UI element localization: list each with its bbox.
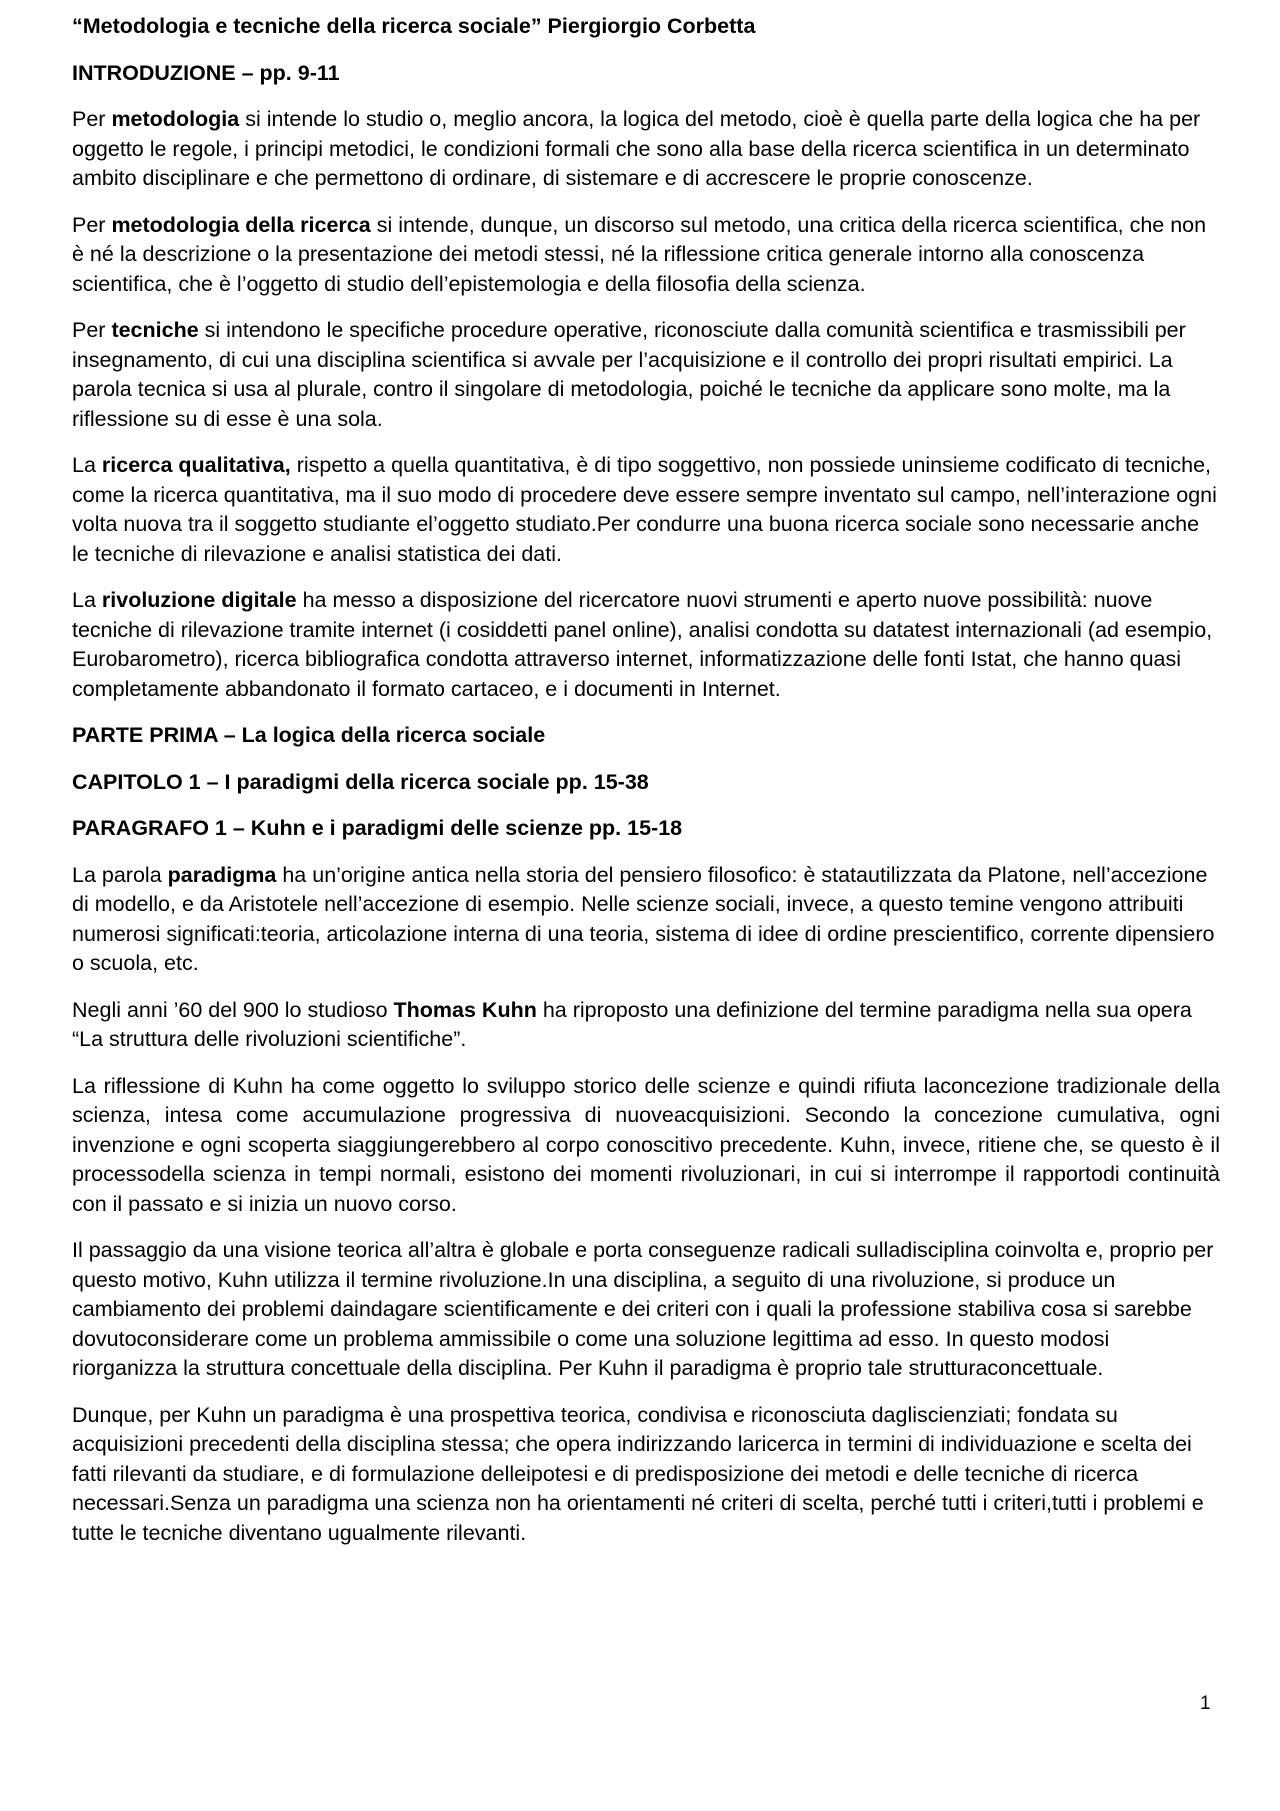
term-paradigma: paradigma [167,862,277,887]
intro-paragraph-metodologia-ricerca: Per metodologia della ricerca si intende, dunque, un discorso sul metodo, una critica della ricerca scientifica, che non è né la descrizione o la presentazione dei metodi stessi, né la riflessione critica generale intorno alla conoscenza scientifica, che è l’oggetto di studio dell’epistemologia e della filosofia della scienza. [72,212,1207,296]
intro-heading: INTRODUZIONE – pp. 9-11 [72,60,340,85]
term-rivoluzione-digitale: rivoluzione digitale [101,588,297,612]
section-paragraph-passaggio: Il passaggio da una visione teorica all’altra è globale e porta conseguenze radicali sulladisciplina coinvolta e, proprio per questo motivo, Kuhn utilizza il termine rivoluzione.In una disciplina, a seguito di una rivoluzione, si produce un cambiamento dei problemi daindagare scientificamente e dei criteri con i quali la professione stabiliva cosa si sarebbe dovutoconsiderare come un problema ammissibile o come una soluzione legittima ad esso. In questo modosi riorganizza la struttura concettuale della disciplina. Per Kuhn il paradigma è proprio tale strutturaconcettuale. [72,1238,1214,1380]
term-metodologia-della-ricerca: metodologia della ricerca [111,212,371,237]
term-ricerca-qualitativa: ricerca qualitativa, [101,453,291,477]
intro-paragraph-metodologia: Per metodologia si intende lo studio o, meglio ancora, la logica del metodo, cioè è quella parte della logica che ha per oggetto le regole, i principi metodici, le condizioni formali che sono alla base della ricerca scientifica in un determinato ambito disciplinare e che permettono di ordinare, di sistemare e di accrescere le proprie conoscenze. [72,107,1201,190]
intro-paragraph-rivoluzione-digitale: La rivoluzione digitale ha messo a disposizione del ricercatore nuovi strumenti e aperto nuove possibilità: nuove tecniche di rilevazione tramite internet (i cosiddetti panel online), analisi condotta su datatest internazionali (ad esempio, Eurobarometro), ricerca bibliografica condotta attraverso internet, informatizzazione delle fonti Istat, che hanno quasi completamente abbandonato il formato cartaceo, e i documenti in Internet. [72,588,1213,701]
term-tecniche: tecniche [111,318,199,342]
document-title: “Metodologia e tecniche della ricerca sociale” Piergiorgio Corbetta [72,14,756,38]
term-metodologia: metodologia [111,107,240,131]
section-paragraph-dunque: Dunque, per Kuhn un paradigma è una prospettiva teorica, condivisa e riconosciuta dagliscienziati; fondata su acquisizioni precedenti della disciplina stessa; che opera indirizzando laricerca in termini di individuazione e scelta dei fatti rilevanti da studiare, e di formulazione delleipotesi e di predisposizione dei metodi e delle tecniche di ricerca necessari.Senza un paradigma una scienza non ha orientamenti né criteri di scelta, perché tutti i criteri,tutti i problemi e tutte le tecniche diventano ugualmente rilevanti. [72,1402,1204,1545]
section-paragraph-riflessione-kuhn: La riflessione di Kuhn ha come oggetto lo sviluppo storico delle scienze e quindi rifiuta laconcezione tradizionale della scienza, intesa come accumulazione progressiva di nuoveacquisizioni. Secondo la concezione cumulativa, ogni invenzione e ogni scoperta siaggiungerebbero al corpo conoscitivo precedente. Kuhn, invece, ritiene che, se questo è il processodella scienza in tempi normali, esistono dei momenti rivoluzionari, in cui si interrompe il rapportodi continuità con il passato e si inizia un nuovo corso. [72,1073,1220,1216]
intro-paragraph-tecniche: Per tecniche si intendono le specifiche procedure operative, riconosciute dalla comunità scientifica e trasmissibili per insegnamento, di cui una disciplina scientifica si avvale per l’acquisizione e il controllo dei propri risultati empirici. La parola tecnica si usa al plurale, contro il singolare di metodologia, poiché le tecniche da applicare sono molte, ma la riflessione su di esse è una sola. [72,318,1186,431]
page-number: 1 [1200,1693,1211,1714]
term-thomas-kuhn: Thomas Kuhn [393,997,537,1022]
section-paragraph-thomas-kuhn: Negli anni ’60 del 900 lo studioso Thomas Kuhn ha riproposto una definizione del termine paradigma nella sua opera “La struttura delle rivoluzioni scientifiche”. [72,997,1192,1051]
page-content [72,12,1220,1565]
paragraph-heading: PARAGRAFO 1 – Kuhn e i paradigmi delle scienze pp. 15-18 [72,816,683,840]
intro-paragraph-ricerca-qualitativa: La ricerca qualitativa, rispetto a quella quantitativa, è di tipo soggettivo, non possiede uninsieme codificato di tecniche, come la ricerca quantitativa, ma il suo modo di procedere deve essere sempre inventato sul campo, nell’interazione ogni volta nuova tra il soggetto studiante el’oggetto studiato.Per condurre una buona ricerca sociale sono necessarie anche le tecniche di rilevazione e analisi statistica dei dati. [72,453,1217,566]
chapter-heading: CAPITOLO 1 – I paradigmi della ricerca sociale pp. 15-38 [72,769,649,794]
section-paragraph-paradigma: La parola paradigma ha un’origine antica nella storia del pensiero filosofico: è statautilizzata da Platone, nell’accezione di modello, e da Aristotele nell’accezione di esempio. Nelle scienze sociali, invece, a questo temine vengono attribuiti numerosi significati:teoria, articolazione interna di una teoria, sistema di idee di ordine prescientifico, corrente dipensiero o scuola, etc. [72,862,1215,975]
part-heading: PARTE PRIMA – La logica della ricerca sociale [72,723,546,747]
